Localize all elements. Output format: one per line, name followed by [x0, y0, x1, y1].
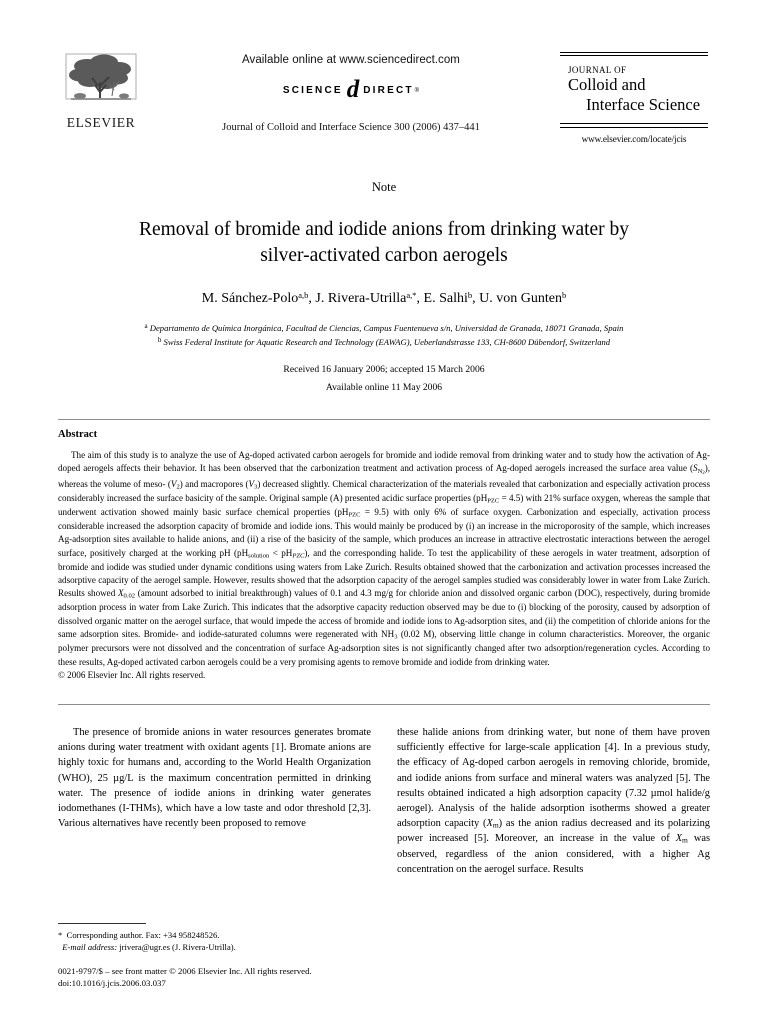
- available-online-text: Available online at www.sciencedirect.com: [242, 54, 460, 66]
- sciencedirect-word-science: SCIENCE: [282, 85, 343, 96]
- author-name: J. Rivera-Utrilla: [315, 290, 407, 306]
- author-name: E. Salhi: [423, 290, 468, 306]
- author-affiliation-marks: a,b: [298, 289, 309, 300]
- sciencedirect-logo: [144, 78, 558, 103]
- author-affiliation-marks: a,*: [406, 289, 417, 300]
- received-accepted-line: Received 16 January 2006; accepted 15 March 2006: [283, 363, 485, 375]
- elsevier-logo: [58, 52, 144, 131]
- abstract-body: [58, 449, 710, 682]
- corresponding-author-note: [58, 929, 380, 941]
- available-online-line: Available online 11 May 2006: [325, 381, 443, 393]
- email-note: [58, 941, 380, 953]
- email-label: E-mail address:: [62, 942, 118, 953]
- footnote-area: [58, 923, 380, 990]
- body-paragraph: these halide anions from drinking water, but none of them have proven sufficiently effective for large-scale application [4]. In a previous study, the efficacy of Ag-doped carbon aerogels in removing chloride, bromide, and iodide anions from surface and mineral waters was analyzed [5]. The results obtained indicated a high adsorption capacity (7.32 µmol halide/g aerogel). Analysis of the halide adsorption isotherms showed a greater adsorption capacity $(X_m)$ as the anion radius decreased and its polarizing power increased [5]. Moreover, an increase in the value of $X_m$ was observed, regardless of the anion considered, with a higher Ag concentration on the aerogel surface. Results: [397, 727, 711, 875]
- elsevier-tree-logo-icon: [62, 52, 140, 114]
- article-title-line-2: silver-activated carbon aerogels: [260, 244, 508, 266]
- journal-name-line-1: Colloid and: [568, 75, 646, 95]
- masthead-rule-bottom: [560, 123, 708, 127]
- affiliation-list: [58, 321, 710, 350]
- abstract-copyright: © 2006 Elsevier Inc. All rights reserved.: [58, 669, 206, 680]
- author-list: M. Sánchez-Polo$^{a,b}$, J. Rivera-Utrilla$^{a,*}$, E. Salhi$^b$, U. von Gunten$^b$: [201, 289, 567, 306]
- email-value[interactable]: jrivera@ugr.es (J. Rivera-Utrilla).: [119, 942, 236, 953]
- author-name: U. von Gunten: [479, 290, 562, 306]
- issn-line: 0021-9797/$ – see front matter © 2006 Elsevier Inc. All rights reserved.: [58, 965, 312, 976]
- abstract-divider-top: [58, 419, 710, 420]
- footnote-asterisk: *: [58, 930, 63, 941]
- journal-of-label: JOURNAL OF: [568, 65, 627, 76]
- page-title: [58, 217, 710, 269]
- body-column-right: [397, 725, 710, 877]
- affiliation-text: Departamento de Química Inorgánica, Facultad de Ciencias, Campus Fuentenueva s/n, Universidad de Granada, 18071 Granada, Spain: [149, 322, 624, 333]
- sciencedirect-word-direct: DIRECT: [363, 85, 414, 96]
- sciencedirect-d-mark-icon: d: [346, 76, 360, 103]
- journal-url[interactable]: www.elsevier.com/locate/jcis: [581, 133, 687, 144]
- journal-name-line-2: Interface Science: [586, 94, 701, 114]
- masthead: [58, 0, 710, 152]
- author-affiliation-marks: b: [561, 289, 567, 300]
- body-divider: [58, 704, 710, 705]
- masthead-rule-top: [560, 52, 708, 56]
- doi-line[interactable]: doi:10.1016/j.jcis.2006.03.037: [58, 978, 166, 989]
- journal-masthead: [558, 52, 710, 144]
- elsevier-wordmark: ELSEVIER: [66, 115, 136, 130]
- registered-trademark-icon: ®: [414, 87, 420, 94]
- body-paragraph: The presence of bromide anions in water resources generates bromate anions during water treatment with oxidant agents [1]. Bromate anions are highly toxic for humans and, according to the World Health Organization (WHO), 25 µg/L is the maximum concentration permitted in drinking water. The presence of iodide anions in drinking water generates iodomethanes (I-THMs), which have a low taste and odor threshold [2,3]. Various alternatives have recently been proposed to remove: [58, 727, 371, 829]
- imprint-block: [58, 965, 380, 991]
- affiliation-text: Swiss Federal Institute for Aquatic Research and Technology (EAWAG), Ueberlandstrasse 133, CH-8600 Dübendorf, Switzerland: [163, 337, 611, 348]
- author-name: M. Sánchez-Polo: [201, 290, 299, 306]
- corresponding-author-text: Corresponding author. Fax: +34 958248526.: [66, 930, 220, 941]
- abstract-heading: Abstract: [58, 429, 98, 440]
- article-dates: [58, 361, 710, 397]
- body-columns: [58, 725, 710, 877]
- affiliation-item: [58, 321, 710, 335]
- footnote-rule: [58, 923, 146, 924]
- author-affiliation-marks: b: [467, 289, 473, 300]
- article-type-label: Note: [371, 180, 397, 194]
- body-column-left: [58, 725, 371, 877]
- abstract-paragraph: The aim of this study is to analyze the use of Ag-doped activated carbon aerogels for bromide and iodide removal from drinking water and to study how the activation of Ag-doped aerogels affects their behavior. It has been observed that the carbonization treatment and activation process of Ag-doped aerogels increased the surface area value $(S_{N_2})$, whereas the volume of meso- $(V_2)$ and macropores $(V_3)$ decreased slightly. Chemical characterization of the materials revealed that carbonization and especially activation process considerably increased the surface basicity of the sample. Original sample (A) presented acidic surface properties $(pH_{PZC} = 4.5)$ with 21% surface oxygen, whereas the sample that underwent activation showed mainly basic surface chemical properties $(pH_{PZC} = 9.5)$ with only 6% of surface oxygen. Carbonization and especially, activation process considerable increased the adsorption capacity of bromide and iodide ions. This would mainly be produced by (i) an increase in the microporosity of the sample, which increases Ag-adsorption sites available to halide anions, and (ii) a rise of the basicity of the sample, which produces an increase in attractive electrostatic interactions between the aerogel surface, positively charged at the working pH $(pH_{solution} < pH_{PZC})$, and the corresponding halide. To test the applicability of these aerogels in water treatment, adsorption of bromide and iodide was studied under dynamic conditions using waters from Lake Zurich. Results obtained showed that the carbonization and activation processes increased the adsorptive capacity of the aerogel sample. However, results showed that the adsorption capacity of the aerogel samples studied was considerably lower in water from Lake Zurich. Results showed $X_{0.02}$ (amount adsorbed to initial breakthrough) values of 0.1 and 4.3 mg/g for chloride anion and dissolved organic carbon (DOC), respectively, during bromide adsorption process in water from Lake Zurich. This indicates that the adsorptive capacity reduction observed may be due to (i) blocking of the porosity, caused by adsorption of dissolved organic matter on the aerogel surface, that would impede the access of bromide and iodide ions to Ag-adsorption sites, and (ii) the competition of chloride anions for the same adsorption sites. Bromide- and iodide-saturated columns were regenerated with $NH_3$ (0.02 M), observing little change in column characteristics. Moreover, the organic polymer precursors were not dissolved and the concentration of surface Ag-adsorption sites is not significantly changed after two adsorption/regeneration cycles. According to these results, Ag-doped activated carbon aerogels could be a very promising agents to remove bromide and iodide from drinking water.: [58, 450, 711, 667]
- article-title-line-1: Removal of bromide and iodide anions from drinking water by: [138, 219, 630, 240]
- sciencedirect-block: [144, 52, 558, 133]
- affiliation-mark: b: [157, 336, 162, 345]
- journal-citation-line: Journal of Colloid and Interface Science 300 (2006) 437–441: [222, 122, 480, 133]
- affiliation-mark: a: [144, 321, 148, 330]
- affiliation-item: [58, 335, 710, 349]
